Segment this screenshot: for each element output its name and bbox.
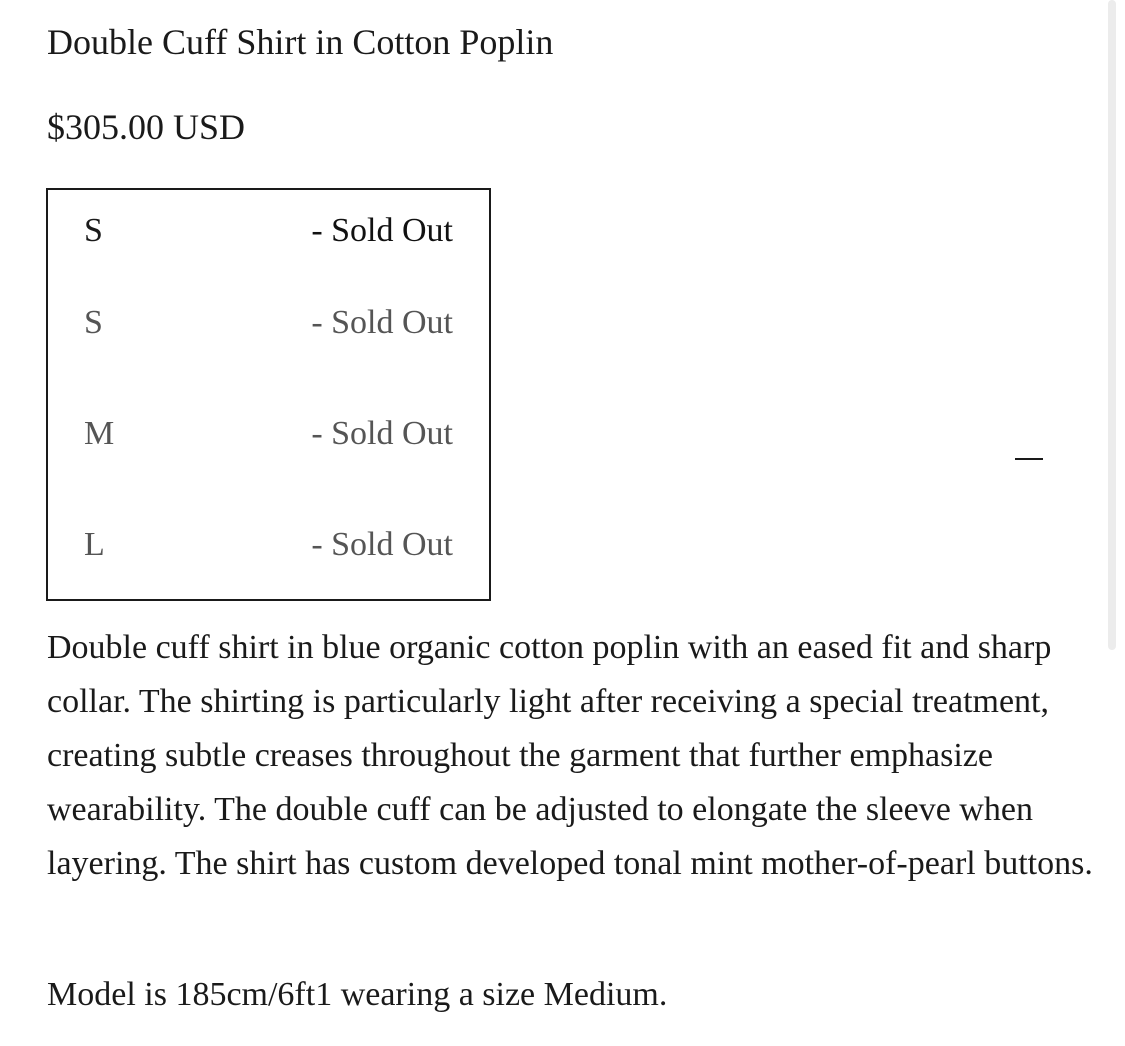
size-status: - Sold Out [311,415,453,452]
size-option-s[interactable] [48,301,489,345]
size-label: S [84,212,103,249]
size-label: S [84,304,103,341]
size-status: - Sold Out [311,212,453,249]
size-option-m[interactable] [48,412,489,456]
size-option-s[interactable] [48,209,489,253]
size-option-l[interactable] [48,523,489,567]
size-status: - Sold Out [311,304,453,341]
size-status: - Sold Out [311,526,453,563]
size-label: L [84,526,105,563]
size-label: M [84,415,115,452]
scrollbar-thumb[interactable] [1108,0,1116,650]
model-size-note: Model is 185cm/6ft1 wearing a size Medium. [47,976,668,1013]
product-price: $305.00 USD [47,107,246,147]
product-description: Double cuff shirt in blue organic cotton poplin with an eased fit and sharp collar. The shirting is particularly light after receiving a special treatment, creating subtle creases throughout the garment that further emphasize wearability. The double cuff can be adjusted to elongate the sleeve when layering. The shirt has custom developed tonal mint mother-of-pearl buttons. [47,629,1093,882]
collapse-dash-icon[interactable] [1015,458,1043,460]
size-select-list[interactable] [46,188,491,601]
product-title: Double Cuff Shirt in Cotton Poplin [47,22,554,62]
